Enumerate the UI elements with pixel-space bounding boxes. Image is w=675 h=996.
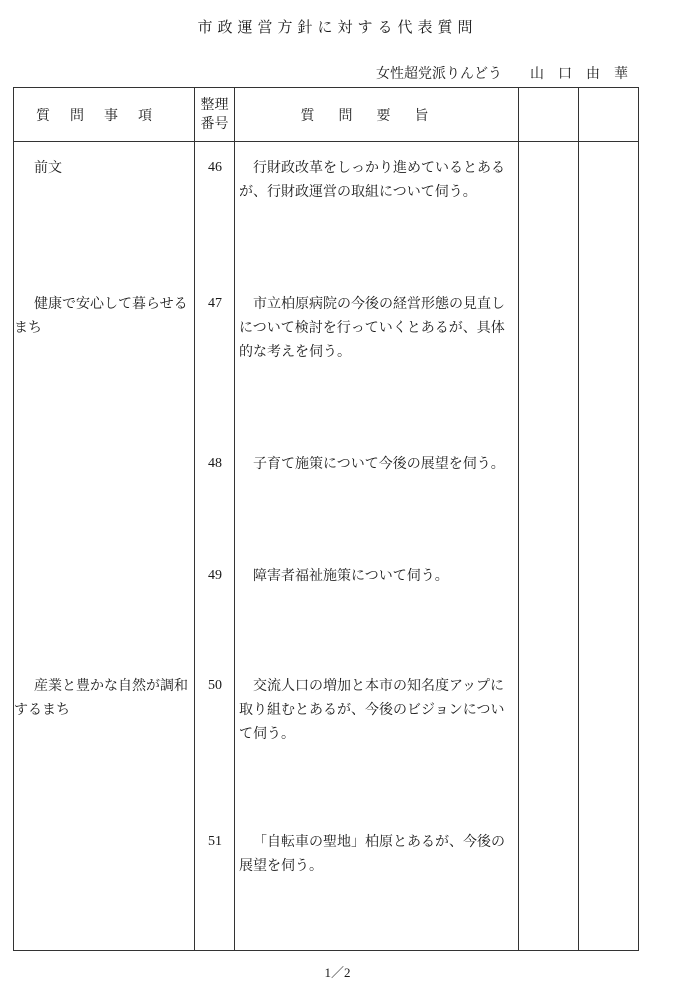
table-body-row (14, 142, 639, 951)
question-number: 49 (208, 568, 222, 583)
question-summary: 子育て施策について今後の展望を伺う。 (253, 456, 505, 472)
question-number: 46 (208, 160, 222, 175)
extra-column-1 (519, 142, 579, 951)
subject-column-header: 質問事項 (14, 88, 195, 142)
question-number: 50 (208, 678, 222, 693)
question-summary: 「自転車の聖地」柏原とあるが、今後の展望を伺う。 (239, 834, 505, 874)
extra-column-header-2 (579, 88, 639, 142)
table-header-row (14, 88, 639, 142)
summary-column-header: 質問要旨 (235, 88, 519, 142)
number-header-line2: 番号 (200, 115, 229, 132)
page-number: 1／2 (324, 965, 351, 980)
subject-item: 産業と豊かな自然が調和するまち (14, 678, 188, 718)
subject-item: 前文 (34, 160, 62, 176)
extra-column-2 (579, 142, 639, 951)
author-line (0, 63, 642, 83)
extra-column-header-1 (519, 88, 579, 142)
question-summary: 行財政改革をしっかり進めているとあるが、行財政運営の取組について伺う。 (239, 160, 505, 200)
summary-column (235, 142, 519, 951)
question-summary: 障害者福祉施策について伺う。 (253, 568, 449, 584)
subject-column (14, 142, 195, 951)
member-name: 山口由華 (530, 66, 642, 82)
number-column (195, 142, 235, 951)
party-name: 女性超党派りんどう (376, 66, 502, 82)
question-number: 51 (208, 834, 222, 849)
number-header-line1: 整理 (200, 96, 229, 113)
question-number: 48 (208, 456, 222, 471)
question-summary: 市立柏原病院の今後の経営形態の見直しについて検討を行っていくとあるが、具体的な考えを伺う。 (239, 296, 505, 360)
question-number: 47 (208, 296, 222, 311)
document-title: 市政運営方針に対する代表質問 (197, 18, 478, 36)
number-column-header (195, 88, 235, 142)
subject-item: 健康で安心して暮らせるまち (14, 296, 188, 336)
question-table (13, 87, 639, 951)
question-summary: 交流人口の増加と本市の知名度アップに取り組むとあるが、今後のビジョンについて伺う。 (239, 678, 505, 742)
